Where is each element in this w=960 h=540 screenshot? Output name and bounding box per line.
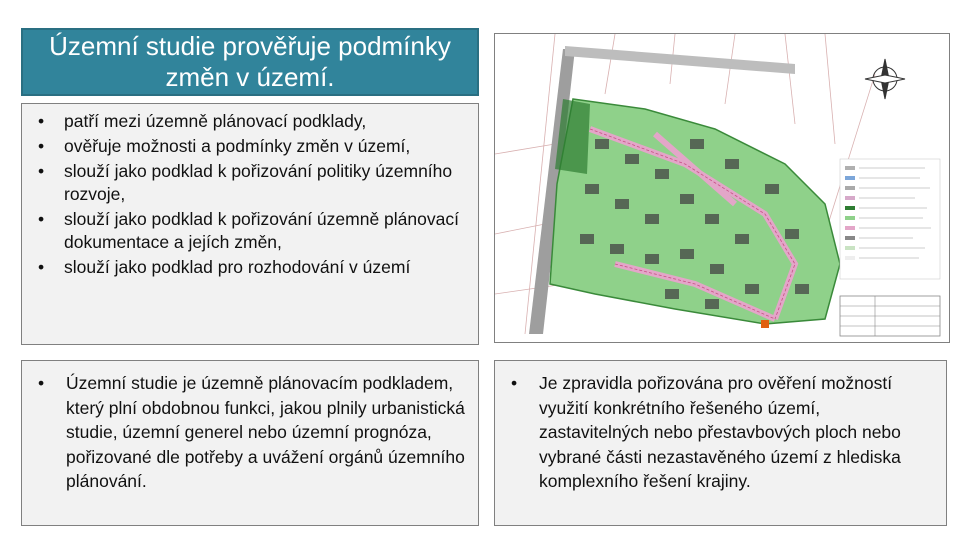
left-text-panel: [21, 360, 479, 526]
road-top: [565, 46, 795, 74]
map-title-block: [840, 296, 940, 336]
bullet-panel: [21, 103, 479, 345]
right-text-panel: [494, 360, 947, 526]
bullet-list: [22, 104, 478, 279]
bullet-item: • slouží jako podklad k pořizování politiky územního rozvoje,: [32, 160, 468, 206]
map-legend: [840, 159, 940, 279]
site-plan-drawing: [495, 34, 948, 341]
bullet-dot: •: [511, 373, 518, 393]
bullet-item: • slouží jako podklad pro rozhodování v území: [32, 256, 468, 279]
site-marker: [761, 320, 769, 328]
left-paragraph: Územní studie je územně plánovacím podkladem, který plní obdobnou funkci, jakou plnily urbanistická studie, územní generel nebo územní prognóza, pořizované dle potřeby a uvážení orgánů územního plánování.: [66, 373, 465, 491]
compass-icon: [865, 59, 905, 99]
bullet-item: • patří mezi územně plánovací podklady,: [32, 110, 468, 133]
title-line-2: změn v území.: [165, 62, 335, 92]
bullet-dot: •: [38, 373, 45, 393]
bullet-item: • slouží jako podklad k pořizování územně plánovací dokumentace a jejích změn,: [32, 208, 468, 254]
title-line-1: Územní studie prověřuje podmínky: [49, 31, 451, 61]
slide-title: [21, 28, 479, 96]
site-plan-map: [494, 33, 950, 343]
bullet-item: • ověřuje možnosti a podmínky změn v území,: [32, 135, 468, 158]
right-paragraph: Je zpravidla pořizována pro ověření možností využití konkrétního řešeného území, zastavitelných nebo přestavbových ploch nebo vybrané části nezastavěného území z hlediska komplexního řešení krajiny.: [539, 373, 901, 491]
